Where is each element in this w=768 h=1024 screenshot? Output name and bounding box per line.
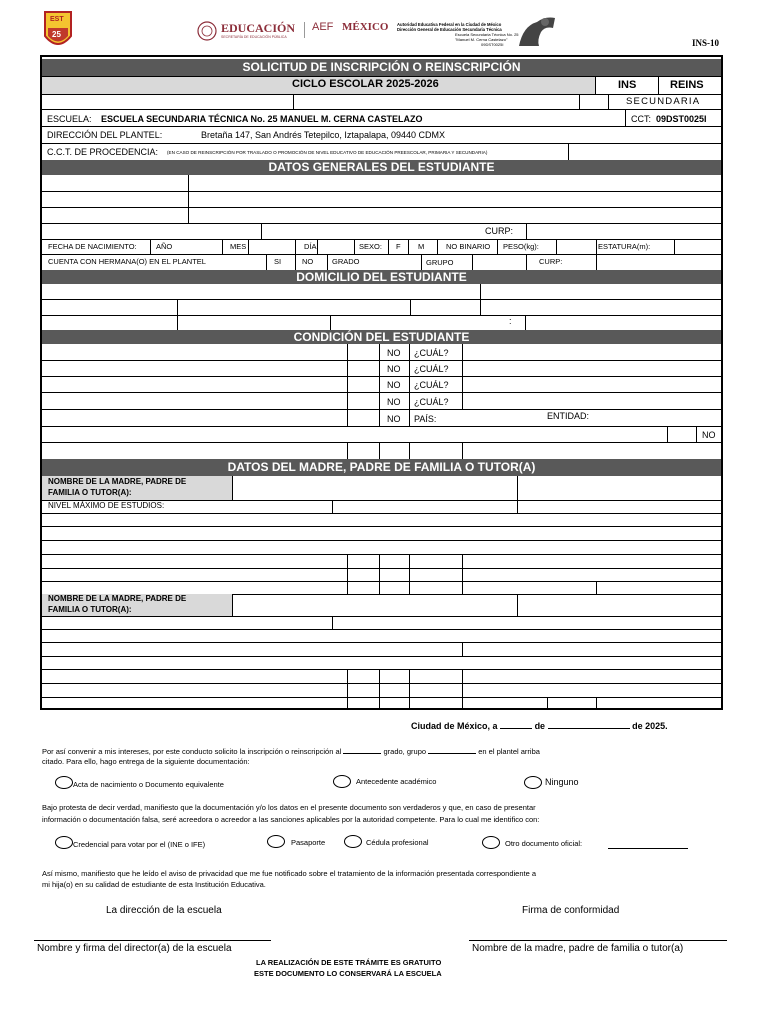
tutor-name-label-2a: NOMBRE DE LA MADRE, PADRE DE (48, 594, 187, 603)
day-blank[interactable] (500, 720, 532, 729)
level-label: SECUNDARIA (626, 96, 701, 107)
doc-birth-label: Acta de nacimiento o Documento equivalente (73, 780, 224, 789)
condition-which-3: ¿CUÁL? (414, 380, 449, 390)
school-name: ESCUELA SECUNDARIA TÉCNICA No. 25 MANUEL M. CERNA CASTELAZO (101, 114, 423, 124)
doc-none-radio[interactable] (524, 776, 542, 789)
country-label: PAÍS: (414, 414, 437, 424)
id-passport-label: Pasaporte (291, 838, 326, 847)
header-divider (304, 22, 305, 38)
doc-academic-radio[interactable] (333, 775, 351, 788)
student-section-title: DATOS GENERALES DEL ESTUDIANTE (42, 160, 721, 175)
tutor-signature-label: Nombre de la madre, padre de familia o tutor(a) (472, 943, 684, 954)
authority-line-5: 09DST0025I (481, 42, 504, 47)
authority-block (397, 22, 519, 48)
condition-which-2: ¿CUÁL? (414, 364, 449, 374)
condition-no-6[interactable]: NO (702, 430, 716, 440)
request-grade-blank[interactable] (343, 745, 381, 754)
school-logo-letters: EST (50, 16, 64, 23)
condition-no-5[interactable]: NO (387, 414, 401, 424)
school-logo (43, 10, 73, 52)
year-label: AÑO (156, 242, 173, 251)
city-date-de: de (534, 721, 546, 731)
month-label: MES (230, 242, 247, 251)
cycle-title: CICLO ESCOLAR 2025-2026 (292, 78, 439, 90)
weight-label: PESO(kg): (503, 242, 539, 251)
request-line-1 (42, 745, 540, 756)
aef-logo (312, 20, 392, 40)
student-last-name-input[interactable] (189, 175, 721, 191)
condition-no-3[interactable]: NO (387, 380, 401, 390)
agreement-label: Firma de conformidad (522, 905, 620, 916)
birth-label: FECHA DE NACIMIENTO: (48, 242, 137, 251)
condition-no-2[interactable]: NO (387, 364, 401, 374)
authority-line-1: Autoridad Educativa Federal en la Ciudad de México (397, 22, 502, 27)
aef-logo-text: AEF (312, 21, 334, 33)
sex-nonbinary-option[interactable]: NO BINARIO (446, 242, 491, 251)
request-text-1a: Por así convenir a mis intereses, por este conducto solicito la inscripción o reinscripción al (42, 747, 342, 756)
tutor-education-label: NIVEL MÁXIMO DE ESTUDIOS: (48, 501, 165, 510)
cct-origin-input[interactable] (569, 144, 721, 160)
sex-f-option[interactable]: F (396, 242, 401, 251)
request-text-1b: en el plantel arriba (478, 747, 540, 756)
id-professional-label: Cédula profesional (366, 838, 429, 847)
id-other-label: Otro documento oficial: (505, 839, 583, 848)
student-curp-input[interactable] (527, 224, 721, 239)
condition-no-4[interactable]: NO (387, 397, 401, 407)
authority-line-4: "Manuel M. Cerna Castelazo" (455, 37, 508, 42)
reins-option[interactable]: REINS (670, 79, 704, 91)
sex-m-option[interactable]: M (418, 242, 425, 251)
city-date-line (411, 720, 668, 731)
cct-origin-label: C.C.T. DE PROCEDENCIA: (47, 147, 159, 157)
id-other-radio[interactable] (482, 836, 500, 849)
curp-label: CURP: (485, 226, 514, 236)
group-label: GRUPO (426, 258, 454, 267)
sep-logo-text: EDUCACIÓN (221, 21, 296, 35)
id-ine-label: Credencial para votar por el (INE o IFE) (73, 840, 206, 849)
tutor-name-label-1b: FAMILIA O TUTOR(A): (48, 488, 132, 497)
id-professional-radio[interactable] (344, 835, 362, 848)
sep-logo-subtitle: SECRETARÍA DE EDUCACIÓN PÚBLICA (221, 35, 287, 39)
cct-origin-note: (EN CASO DE REINSCRIPCIÓN POR TRASLADO O PROMOCIÓN DE NIVEL EDUCATIVO DE EDUCACIÓN PREESCOLAR, PRIMARIA Y SECUNDARIA) (167, 150, 488, 155)
director-signature-label: Nombre y firma del director(a) de la escuela (37, 943, 232, 954)
doc-birth-radio[interactable] (55, 776, 73, 789)
sibling-curp-label: CURP: (539, 257, 563, 266)
ins-option[interactable]: INS (618, 79, 637, 91)
address-colon: : (509, 316, 512, 326)
height-label: ESTATURA(m): (598, 242, 651, 251)
director-signature-line[interactable] (34, 940, 271, 941)
free-notice-2: ESTE DOCUMENTO LO CONSERVARÁ LA ESCUELA (254, 969, 442, 978)
student-second-last-name-input[interactable] (189, 192, 721, 207)
city-date-label: Ciudad de México, a (411, 721, 498, 731)
state-label: ENTIDAD: (547, 411, 590, 421)
address-value: Bretaña 147, San Andrés Tetepilco, Iztapalapa, 09440 CDMX (201, 130, 445, 140)
tutor-signature-line[interactable] (469, 940, 727, 941)
id-ine-radio[interactable] (55, 836, 73, 849)
sex-label: SEXO: (359, 242, 382, 251)
sep-seal-icon (197, 21, 217, 41)
cct-value: 09DST0025I (656, 114, 707, 124)
tutor-name-label-1a: NOMBRE DE LA MADRE, PADRE DE (48, 477, 187, 486)
school-logo-number: 25 (52, 30, 61, 39)
address-label: DIRECCIÓN DEL PLANTEL: (47, 130, 163, 140)
oath-line-2: información o documentación falsa, seré acreedora o acreedor a las sanciones aplicables por la autoridad competente. Para lo cual me identifico con: (42, 815, 540, 824)
aef-mexico-text: MÉXICO (342, 21, 389, 33)
privacy-line-2: mi hija(o) en su calidad de estudiante de esta Institución Educativa. (42, 880, 266, 889)
doc-none-label: Ninguno (545, 777, 579, 787)
doc-academic-label: Antecedente académico (356, 777, 437, 786)
school-direction-label: La dirección de la escuela (106, 905, 222, 916)
tutor-section-title: DATOS DEL MADRE, PADRE DE FAMILIA O TUTOR(A) (42, 459, 721, 476)
month-blank[interactable] (548, 720, 630, 729)
request-grade-text: grado, grupo (383, 747, 427, 756)
authority-line-2: Dirección General de Educación Secundaria Técnica (397, 27, 502, 32)
privacy-line-1: Así mismo, manifiesto que he leído el aviso de privacidad que me fue notificado sobre el tratamiento de la información presentada correspondiente a (42, 869, 537, 878)
request-line-2: citado. Para ello, hago entrega de la siguiente documentación: (42, 757, 250, 766)
city-date-year: de 2025. (632, 721, 668, 731)
condition-no-1[interactable]: NO (387, 348, 401, 358)
cct-label: CCT: (631, 114, 651, 124)
id-passport-radio[interactable] (267, 835, 285, 848)
tutor-name-label-2b: FAMILIA O TUTOR(A): (48, 605, 132, 614)
condition-which-1: ¿CUÁL? (414, 348, 449, 358)
sibling-no-option[interactable]: NO (302, 257, 314, 266)
free-notice-1: LA REALIZACIÓN DE ESTE TRÁMITE ES GRATUITO (256, 958, 442, 967)
sibling-label: CUENTA CON HERMANA(O) EN EL PLANTEL (48, 257, 206, 266)
patron-figure-icon (515, 12, 559, 48)
condition-which-4: ¿CUÁL? (414, 397, 449, 407)
registration-form (40, 55, 723, 710)
authority-line-3: Escuela Secundaria Técnica No. 25 (455, 32, 519, 37)
request-group-blank[interactable] (428, 745, 476, 754)
school-label: ESCUELA: (47, 114, 92, 124)
condition-section-title: CONDICIÓN DEL ESTUDIANTE (42, 330, 721, 344)
day-label: DÍA (304, 242, 317, 251)
id-other-blank[interactable] (608, 848, 688, 849)
oath-line-1: Bajo protesta de decir verdad, manifiesto que la documentación y/o los datos en el presente documento son verdaderos y que, en caso de presentar (42, 803, 536, 812)
form-code: INS-10 (692, 38, 720, 48)
address-section-title: DOMICILIO DEL ESTUDIANTE (42, 270, 721, 284)
student-first-name-input[interactable] (189, 208, 721, 223)
sep-logo (197, 20, 297, 42)
sibling-yes-option[interactable]: SI (274, 257, 282, 266)
form-title: SOLICITUD DE INSCRIPCIÓN O REINSCRIPCIÓN (42, 59, 721, 76)
grade-label: GRADO (332, 257, 360, 266)
